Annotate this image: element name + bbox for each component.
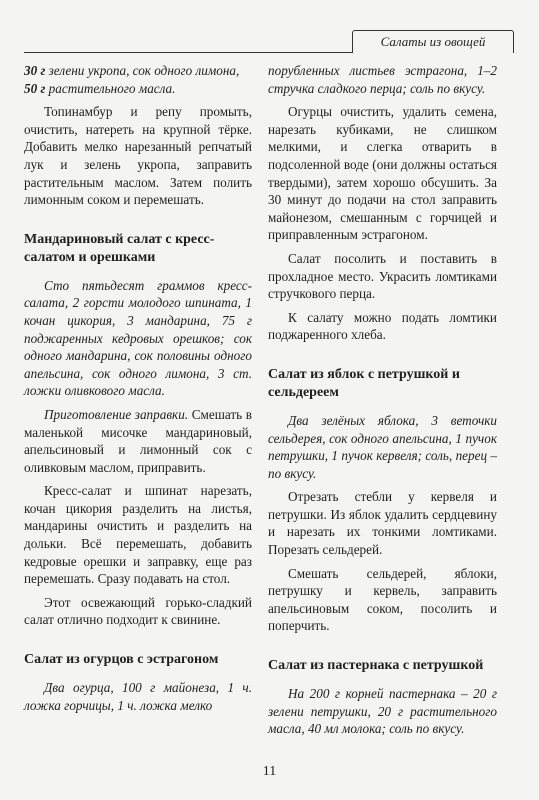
recipe-ingredients-mandarin: Сто пятьдесят граммов кресс-салата, 2 горсти молодого шпината, 1 кочан цикория, 3 мандарина, 75 г поджаренных кедровых орешков; сок одного мандарина, сок половины одного апельсина, сок одного лимона, 3 ст. ложки оливкового масла. xyxy=(24,277,252,399)
page-number: 11 xyxy=(262,764,277,779)
intro-body: Топинамбур и репу промыть, очистить, натереть на крупной тёрке. Добавить мелко нарезанный репчатый лук и зелень укропа, заправить растительным маслом. Затем полить лимонным соком и перемешать. xyxy=(24,104,252,208)
recipe-heading-mandarin: Мандариновый салат с кресс-салатом и орешками xyxy=(24,231,215,265)
right-column xyxy=(268,62,497,744)
recipe-ingredients-parsnip: На 200 г корней пастернака – 20 г зелени петрушки, 20 г растительного масла, 40 мл молока; соль по вкусу. xyxy=(268,686,497,737)
apple-body-1: Отрезать стебли у кервеля и петрушки. Из яблок удалить сердцевину и нарезать их тонкими ломтиками. Порезать сельдерей. xyxy=(268,489,497,558)
dressing-body: Смешать в маленькой мисочке мандариновый, апельсиновый и лимонный сок с оливковым маслом, приправить. xyxy=(24,406,252,475)
mandarin-body-1: Кресс-салат и шпинат нарезать, кочан цикория разделить на листья, мандарины очистить и разделить на дольки. Всё перемешать, добавить кедровые орешки и заправку, еще раз перемешать. Сразу подавать на стол. xyxy=(24,483,252,587)
recipe-heading-parsnip: Салат из пастернака с петрушкой xyxy=(268,658,484,674)
intro-ingredients xyxy=(24,62,252,97)
left-column xyxy=(24,62,252,720)
mandarin-body-2: Этот освежающий горько-сладкий салат отлично подходит к свинине. xyxy=(24,594,252,628)
ingredient-amount: 30 г xyxy=(24,63,46,78)
apple-body-2: Смешать сельдерей, яблоки, петрушку и кервель, заправить апельсиновым соком, посолить и поперчить. xyxy=(268,565,497,634)
ingredient-amount: 50 г xyxy=(24,80,46,96)
recipe-ingredients-cucumber-start: Два огурца, 100 г майонеза, 1 ч. ложка горчицы, 1 ч. ложка мелко xyxy=(24,680,252,713)
recipe-ingredients-apple: Два зелёных яблока, 3 веточки сельдерея, сок одного апельсина, 1 пучок петрушки, 1 пучок кервеля; соль, перец – по вкусу. xyxy=(268,412,497,481)
ingredient-text: зелени укропа, сок одного лимона, xyxy=(45,63,240,78)
dressing-paragraph xyxy=(24,406,252,476)
recipe-ingredients-cucumber-end: порубленных листьев эстрагона, 1–2 стручка сладкого перца; соль по вкусу. xyxy=(268,63,497,96)
cucumber-body-1: Огурцы очистить, удалить семена, нарезать кубиками, не слишком мелкими, и слегка отварить в подсоленной воде (они должны остаться твердыми), затем хорошо обсушить. За 30 минут до подачи на стол заправить майонезом, смешанным с горчицей и приправленным эстрагоном. xyxy=(268,104,497,243)
ingredient-text: растительного масла. xyxy=(45,80,176,96)
cucumber-body-3: К салату можно подать ломтики поджаренного хлеба. xyxy=(268,309,497,343)
dressing-lead: Приготовление заправки. xyxy=(44,406,189,422)
running-title: Салаты из овощей xyxy=(352,30,514,53)
recipe-heading-cucumber: Салат из огурцов с эстрагоном xyxy=(24,652,219,668)
cucumber-body-2: Салат посолить и поставить в прохладное место. Украсить ломтиками стручкового перца. xyxy=(268,250,497,302)
recipe-heading-apple: Салат из яблок с петрушкой и сельдереем xyxy=(268,366,460,400)
